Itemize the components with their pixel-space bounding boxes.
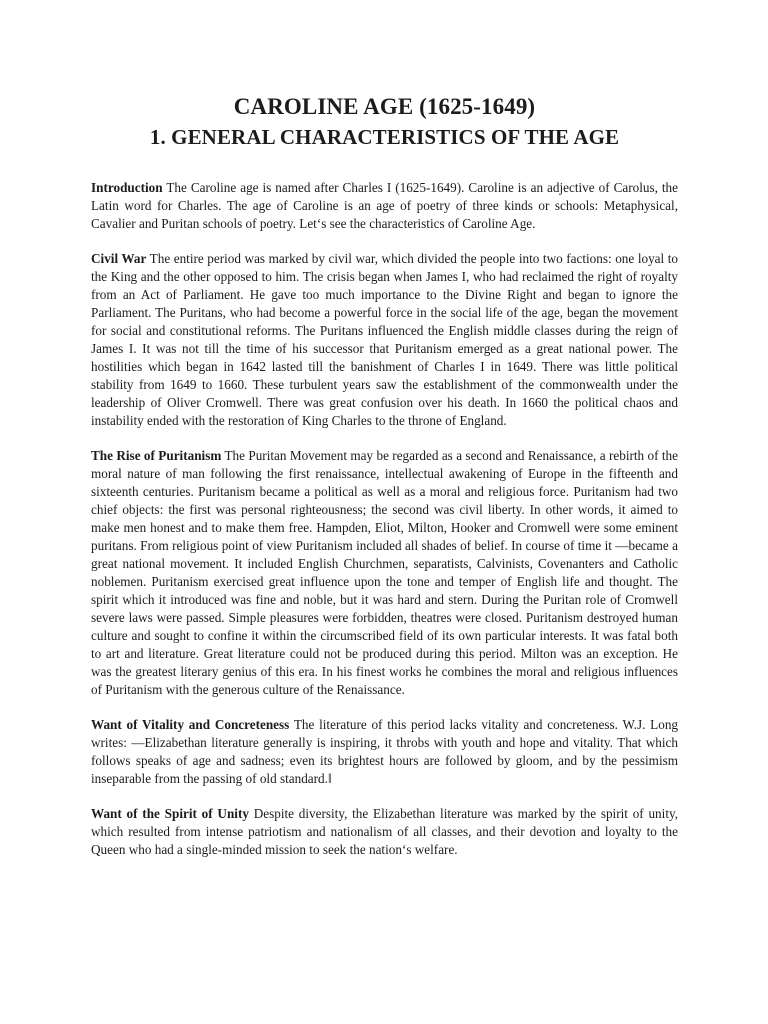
section-text: The Puritan Movement may be regarded as a second and Renaissance, a rebirth of the moral nature of man following the first renaissance, intellectual awakening of Europe in the fifteenth and sixteenth centuries. Puritanism became a political as well as a moral and religious force. Puritanism had two chief objects: the first was personal righteousness; the second was civil liberty. In other words, it aimed to make men honest and to make them free. Hampden, Eliot, Milton, Hooker and Cromwell were some eminent puritans. From religious point of view Puritanism included all shades of belief. In course of time it —became a great national movement. It included English Churchmen, separatists, Calvinists, Covenanters and Catholic noblemen. Puritanism exercised great influence upon the tone and temper of English life and thought. The spirit which it introduced was fine and noble, but it was hard and stern. During the Puritan role of Cromwell severe laws were passed. Simple pleasures were forbidden, theatres were closed. Puritanism destroyed human culture and sought to confine it within the circumscribed field of its own particular interests. It was fatal both to art and literature. Great literature could not be produced during this period. Milton was an exception. He was the greatest literary genius of this era. In his finest works he combines the moral and religious influences of Puritanism with the generous culture of the Renaissance. [91, 448, 678, 697]
section-heading: The Rise of Puritanism [91, 448, 222, 463]
section-heading: Want of Vitality and Concreteness [91, 717, 290, 732]
section-want-of-vitality [91, 716, 678, 788]
section-text: Despite diversity, the Elizabethan literature was marked by the spirit of unity, which resulted from intense patriotism and nationalism of all classes, and their devotion and loyalty to the Queen who had a single-minded mission to seek the nation‘s welfare. [91, 806, 679, 857]
section-want-of-unity [91, 805, 678, 859]
section-text: The Caroline age is named after Charles I (1625-1649). Caroline is an adjective of Carolus, the Latin word for Charles. The age of Caroline is an age of poetry of three kinds or schools: Metaphysical, Cavalier and Puritan schools of poetry. Let‘s see the characteristics of Caroline Age. [91, 180, 678, 231]
section-text: The entire period was marked by civil war, which divided the people into two factions: one loyal to the King and the other opposed to him. The crisis began when James I, who had reclaimed the right of royalty from an Act of Parliament. He gave too much importance to the Divine Right and began to ignore the Parliament. The Puritans, who had become a powerful force in the social life of the age, began the movement for social and constitutional reforms. The Puritans influenced the English middle classes during the reign of James I. It was not till the time of his successor that Puritanism emerged as a great national power. The hostilities which began in 1642 lasted till the banishment of Charles I in 1649. There was little political stability from 1649 to 1660. These turbulent years saw the establishment of the commonwealth under the leadership of Oliver Cromwell. There was great confusion over his death. In 1660 the political chaos and instability ended with the restoration of King Charles to the throne of England. [91, 251, 678, 428]
page-subtitle: 1. GENERAL CHARACTERISTICS OF THE AGE [149, 125, 620, 149]
sections [91, 179, 678, 859]
section-introduction [91, 179, 678, 233]
section-heading: Civil War [91, 251, 147, 266]
section-heading: Want of the Spirit of Unity [91, 806, 249, 821]
section-civil-war [91, 250, 678, 430]
document-page [91, 93, 678, 876]
page-title: CAROLINE AGE (1625-1649) [233, 94, 536, 119]
section-text: The literature of this period lacks vitality and concreteness. W.J. Long writes: —Elizabethan literature generally is inspiring, it throbs with youth and hope and vitality. That which follows speaks of age and sadness; even its brightest hours are followed by gloom, and by the pessimism inseparable from the passing of old standard.‖ [91, 717, 679, 786]
section-rise-of-puritanism [91, 447, 678, 699]
section-heading: Introduction [91, 180, 163, 195]
